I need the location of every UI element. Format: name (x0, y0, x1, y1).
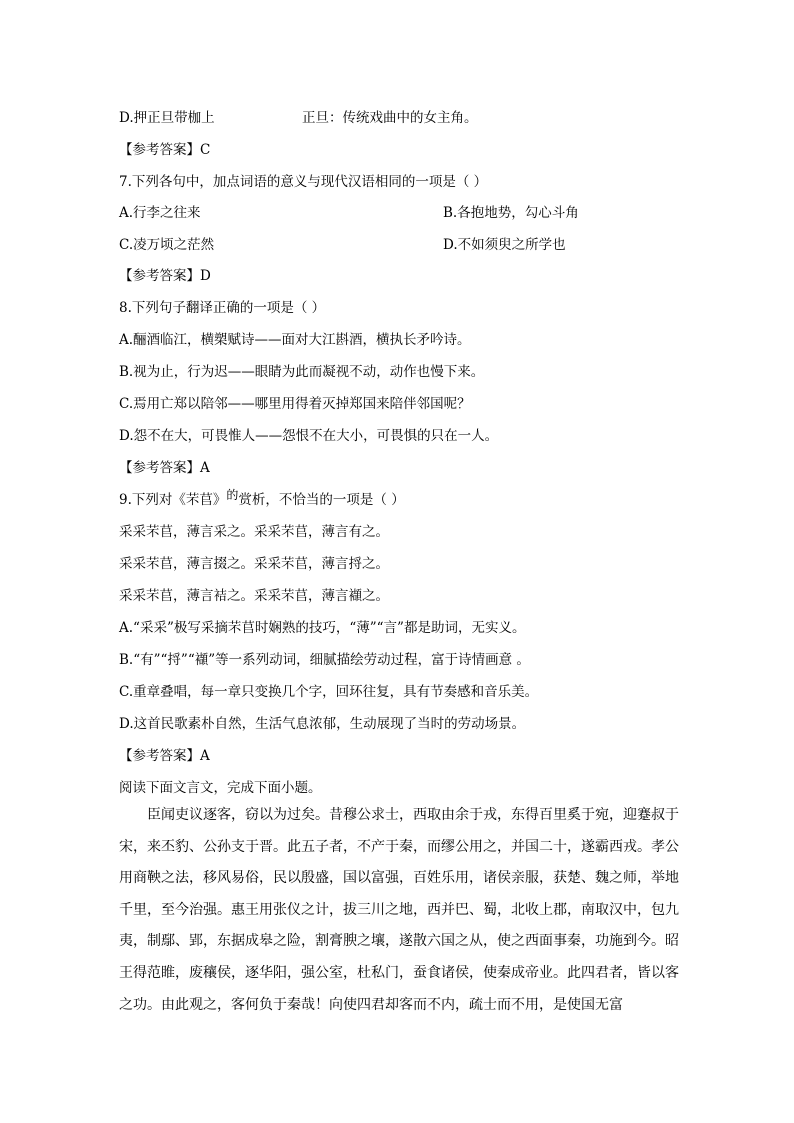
option-a: A.“采采”极写采摘芣苢时娴熟的技巧，“薄”“言”都是助词，无实义。 (119, 620, 526, 636)
answer-8: 【参考答案】A (119, 460, 210, 476)
question-9-stem (119, 490, 405, 510)
option-text: D.押正旦带枷上 (119, 110, 215, 126)
question-8-stem: 8.下列句子翻译正确的一项是（ ） (119, 300, 326, 316)
stem-text: 9.下列对《芣苢》 (119, 492, 227, 508)
question-7-stem: 7.下列各句中，加点词语的意义与现代汉语相同的一项是（ ） (119, 174, 488, 190)
poem-line: 采采芣苢，薄言采之。采采芣苢，薄言有之。 (119, 524, 389, 540)
answer-7: 【参考答案】D (119, 268, 211, 284)
option-a: A.行李之往来 (119, 205, 201, 221)
option-c: C.焉用亡郑以陪邻——哪里用得着灭掉郑国来陪伴邻国呢？ (119, 396, 471, 412)
poem-line: 采采芣苢，薄言袺之。采采芣苢，薄言襭之。 (119, 588, 389, 604)
option-d: D.这首民歌素朴自然，生活气息浓郁，生动展现了当时的劳动场景。 (119, 716, 526, 732)
option-a: A.酾酒临江，横槊赋诗——面对大江斟酒，横执长矛吟诗。 (119, 332, 471, 348)
option-d: D.不如须臾之所学也 (443, 237, 566, 253)
stem-text: 赏析，不恰当的一项是（ ） (238, 492, 405, 508)
question-7-options-row-2 (119, 235, 679, 255)
question-7-options-row-1 (119, 203, 679, 223)
option-d-prev (119, 108, 478, 128)
poem-line: 采采芣苢，薄言掇之。采采芣苢，薄言捋之。 (119, 556, 389, 572)
answer-9: 【参考答案】A (119, 748, 210, 764)
stem-superscript: 的 (226, 488, 239, 502)
option-gloss: 正旦：传统戏曲中的女主角。 (302, 110, 478, 126)
classical-passage: 臣闻吏议逐客，窃以为过矣。昔穆公求士，西取由余于戎，东得百里奚于宛，迎蹇叔于宋，来丕豹、公孙支于晋。此五子者，不产于秦，而缪公用之，并国二十，遂霸西戎。孝公用商鞅之法，移风易俗，民以殷盛，国以富强，百姓乐用，诸侯亲服，获楚、魏之师，举地千里，至今治强。惠王用张仪之计，拔三川之地，西并巴、蜀，北收上郡，南取汉中，包九夷，制鄢、郢，东据成皋之险，割膏腴之壤，遂散六国之从，使之西面事秦，功施到今。昭王得范睢，废穰侯，逐华阳，强公室，杜私门，蚕食诸侯，使秦成帝业。此四君者，皆以客之功。由此观之，客何负于秦哉！向使四君却客而不内，疏士而不用，是使国无富 (119, 807, 679, 1013)
reading-intro: 阅读下面文言文，完成下面小题。 (119, 780, 322, 796)
answer-6: 【参考答案】C (119, 142, 211, 158)
option-c: C.凌万顷之茫然 (119, 237, 215, 253)
option-d: D.怨不在大，可畏惟人——怨恨不在大小，可畏惧的只在一人。 (119, 428, 499, 444)
option-b: B.各抱地势，勾心斗角 (443, 205, 579, 221)
option-b: B.“有”“捋”“襭”等一系列动词，细腻描绘劳动过程，富于诗情画意 。 (119, 652, 530, 668)
option-b: B.视为止，行为迟——眼睛为此而凝视不动，动作也慢下来。 (119, 364, 485, 380)
option-c: C.重章叠唱，每一章只变换几个字，回环往复，具有节奏感和音乐美。 (119, 684, 539, 700)
